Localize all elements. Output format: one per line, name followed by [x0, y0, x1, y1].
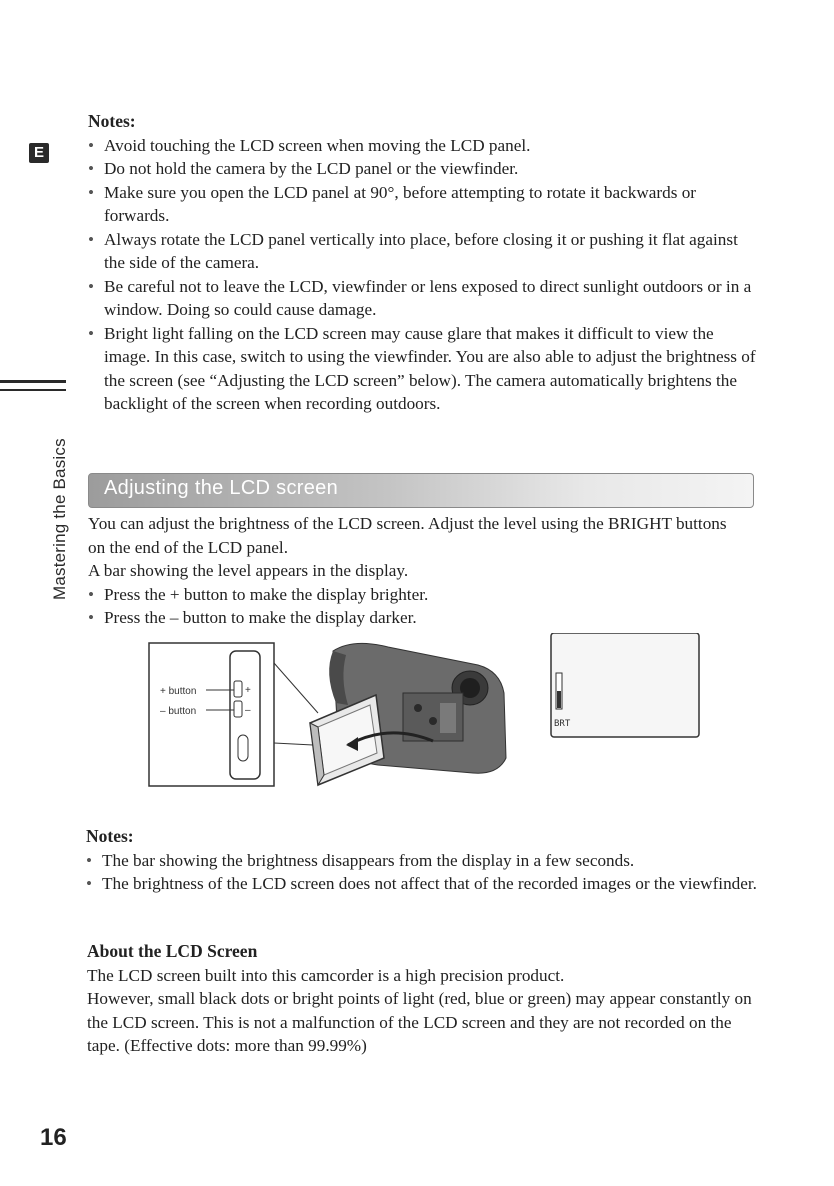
plus-button-label: + button — [160, 686, 197, 697]
notes-list — [86, 849, 758, 896]
adjust-list — [88, 583, 748, 630]
plus-button — [234, 681, 242, 697]
notes-list — [88, 134, 758, 416]
callout-line-top — [274, 663, 318, 713]
note-item: • Make sure you open the LCD panel at 90°, before attempting to rotate it backwards or forwards. — [88, 181, 758, 228]
about-heading: About the LCD Screen — [87, 941, 258, 961]
notes-heading: Notes: — [88, 111, 136, 131]
brt-label: BRT — [554, 719, 571, 729]
about-lcd-block — [87, 940, 759, 1058]
adjust-paragraph: A bar showing the level appears in the display. — [88, 561, 409, 580]
adjust-body — [88, 512, 748, 630]
note-item: • Bright light falling on the LCD screen may cause glare that makes it difficult to view the image. In this case, switch to using the viewfinder. You are also able to adjust the brightness of the screen (see “Adjusting the LCD screen” below). The camera automatically brightens the backlight of the screen when recording outdoors. — [88, 322, 758, 416]
section-title: Adjusting the LCD screen — [104, 477, 338, 499]
lcd-panel-open — [310, 695, 384, 785]
minus-button-label: – button — [160, 706, 197, 717]
note-item: • Do not hold the camera by the LCD panel or the viewfinder. — [88, 157, 758, 181]
notes-block-2 — [86, 825, 758, 896]
notes-heading: Notes: — [86, 826, 134, 846]
notes-block-1 — [88, 110, 758, 416]
plus-sign: + — [245, 685, 251, 696]
brightness-bar-fill — [557, 691, 561, 708]
about-paragraph: However, small black dots or bright points of light (red, blue or green) may appear constantly on the LCD screen. This is not a malfunction of the LCD screen and they are not recorded on the tape. (Effective dots: more than 99.99%) — [87, 989, 752, 1055]
note-item: • The brightness of the LCD screen does not affect that of the recorded images or the viewfinder. — [86, 872, 758, 896]
callout-line-bottom — [274, 743, 313, 745]
illustration-svg — [148, 633, 704, 791]
note-item: • Be careful not to leave the LCD, viewfinder or lens exposed to direct sunlight outdoors or in a window. Doing so could cause damage. — [88, 275, 758, 322]
adjust-paragraph: You can adjust the brightness of the LCD screen. Adjust the level using the BRIGHT buttons on the end of the LCD panel. — [88, 514, 727, 557]
adjust-item: • Press the – button to make the display darker. — [88, 606, 748, 630]
section-header-bar — [88, 473, 754, 508]
side-rule-top — [0, 380, 66, 383]
minus-button — [234, 701, 242, 717]
panel-hinge — [238, 735, 248, 761]
display-screen — [551, 633, 699, 737]
adjust-item: • Press the + button to make the display brighter. — [88, 583, 748, 607]
section-side-tab: Mastering the Basics — [50, 438, 69, 600]
note-item: • Always rotate the LCD panel vertically into place, before closing it or pushing it flat against the side of the camera. — [88, 228, 758, 275]
note-item: • The bar showing the brightness disappears from the display in a few seconds. — [86, 849, 758, 873]
page-number: 16 — [40, 1124, 67, 1151]
note-item: • Avoid touching the LCD screen when moving the LCD panel. — [88, 134, 758, 158]
side-rule-bottom — [0, 389, 66, 391]
about-paragraph: The LCD screen built into this camcorder is a high precision product. — [87, 965, 565, 985]
minus-sign: – — [245, 705, 251, 716]
lcd-illustration — [148, 633, 704, 791]
language-badge: E — [29, 143, 49, 163]
